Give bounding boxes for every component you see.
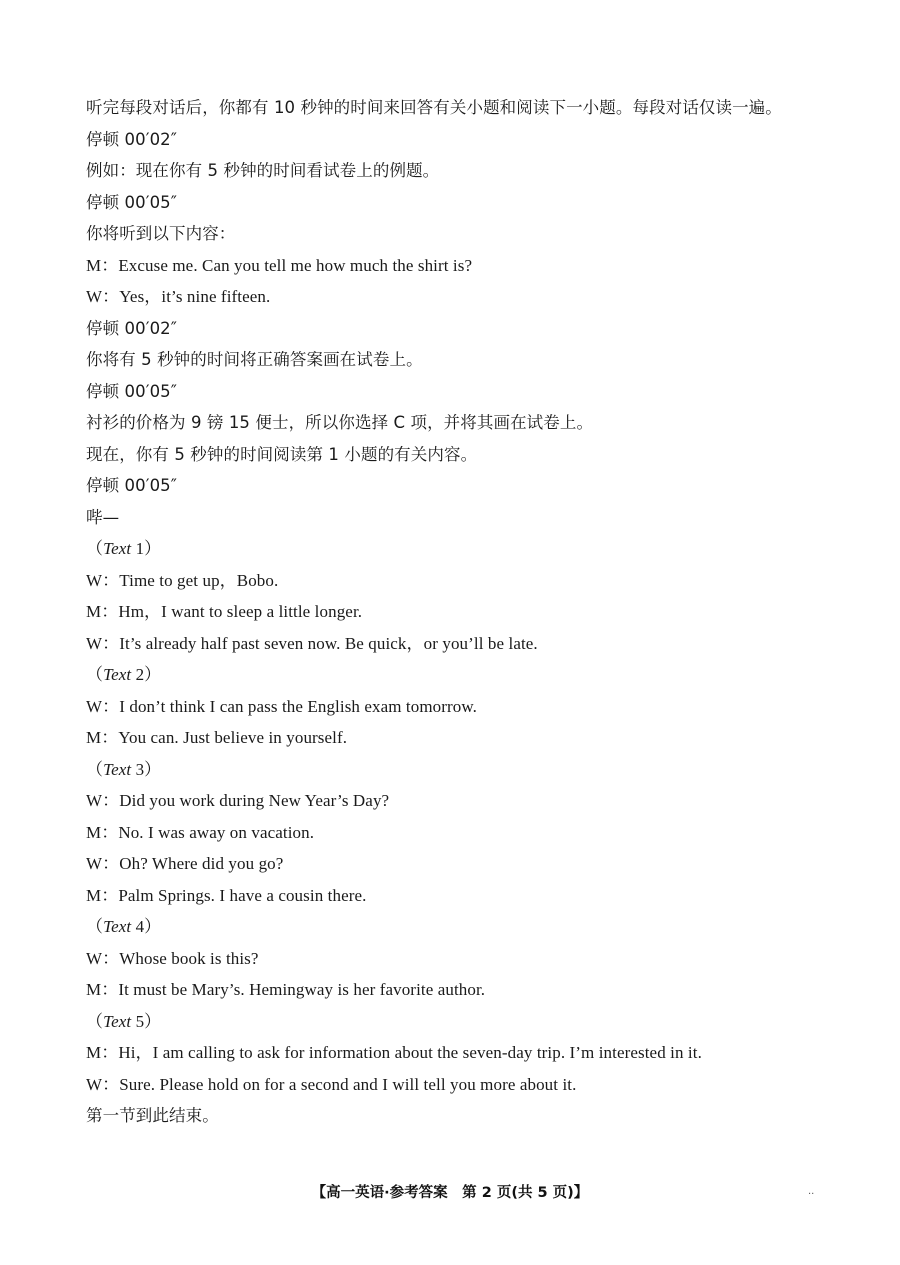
transcript-line: W：Sure. Please hold on for a second and I will tell you more about it.	[86, 1074, 577, 1094]
transcript-line: M：Palm Springs. I have a cousin there.	[86, 885, 367, 905]
text-heading: （Text 5）	[86, 1011, 162, 1031]
transcript-line: 停顿 00′02″	[86, 318, 178, 338]
page-footer: 【高一英语·参考答案 第 2 页(共 5 页)】	[311, 1185, 589, 1201]
transcript-line: M：Excuse me. Can you tell me how much the shirt is?	[86, 255, 473, 275]
transcript-line: 听完每段对话后，你都有 10 秒钟的时间来回答有关小题和阅读下一小题。每段对话仅读一遍。	[86, 98, 782, 117]
transcript-line: M：Hi，I am calling to ask for information about the seven-day trip. I’m interested in it.	[86, 1043, 702, 1062]
transcript-line: 哔—	[86, 507, 120, 527]
transcript-line: W：It’s already half past seven now. Be quick，or you’ll be late.	[86, 633, 538, 653]
transcript-line: M：Hm，I want to sleep a little longer.	[86, 602, 363, 621]
transcript-line: W：Did you work during New Year’s Day?	[86, 791, 390, 810]
transcript-line: 停顿 00′05″	[86, 381, 178, 401]
transcript-line: 现在，你有 5 秒钟的时间阅读第 1 小题的有关内容。	[86, 444, 478, 464]
transcript-line: 第一节到此结束。	[86, 1106, 219, 1125]
transcript-line: W：Yes，it’s nine fifteen.	[86, 287, 271, 306]
transcript-line: M：You can. Just believe in yourself.	[86, 728, 348, 747]
transcript-line: 你将听到以下内容：	[86, 224, 236, 243]
transcript-line: 衬衫的价格为 9 镑 15 便士，所以你选择 C 项，并将其画在试卷上。	[86, 413, 594, 432]
text-heading: （Text 2）	[86, 665, 162, 684]
transcript-line: W：Oh? Where did you go?	[86, 854, 284, 873]
transcript-line: M：No. I was away on vacation.	[86, 822, 315, 842]
transcript-line: W：Whose book is this?	[86, 948, 259, 968]
text-heading: （Text 1）	[86, 539, 162, 558]
text-heading: （Text 4）	[86, 917, 162, 936]
text-heading: （Text 3）	[86, 759, 162, 779]
corner-mark: ..	[808, 1186, 815, 1197]
transcript-line: 例如：现在你有 5 秒钟的时间看试卷上的例题。	[86, 161, 440, 180]
transcript-line: 你将有 5 秒钟的时间将正确答案画在试卷上。	[86, 350, 423, 369]
transcript-line: 停顿 00′02″	[86, 129, 178, 149]
transcript-line: W：Time to get up，Bobo.	[86, 570, 279, 590]
transcript-line: 停顿 00′05″	[86, 192, 178, 212]
document-body	[86, 92, 876, 1132]
transcript-line: M：It must be Mary’s. Hemingway is her favorite author.	[86, 980, 486, 999]
transcript-line: 停顿 00′05″	[86, 476, 178, 495]
transcript-line: W：I don’t think I can pass the English exam tomorrow.	[86, 696, 478, 716]
